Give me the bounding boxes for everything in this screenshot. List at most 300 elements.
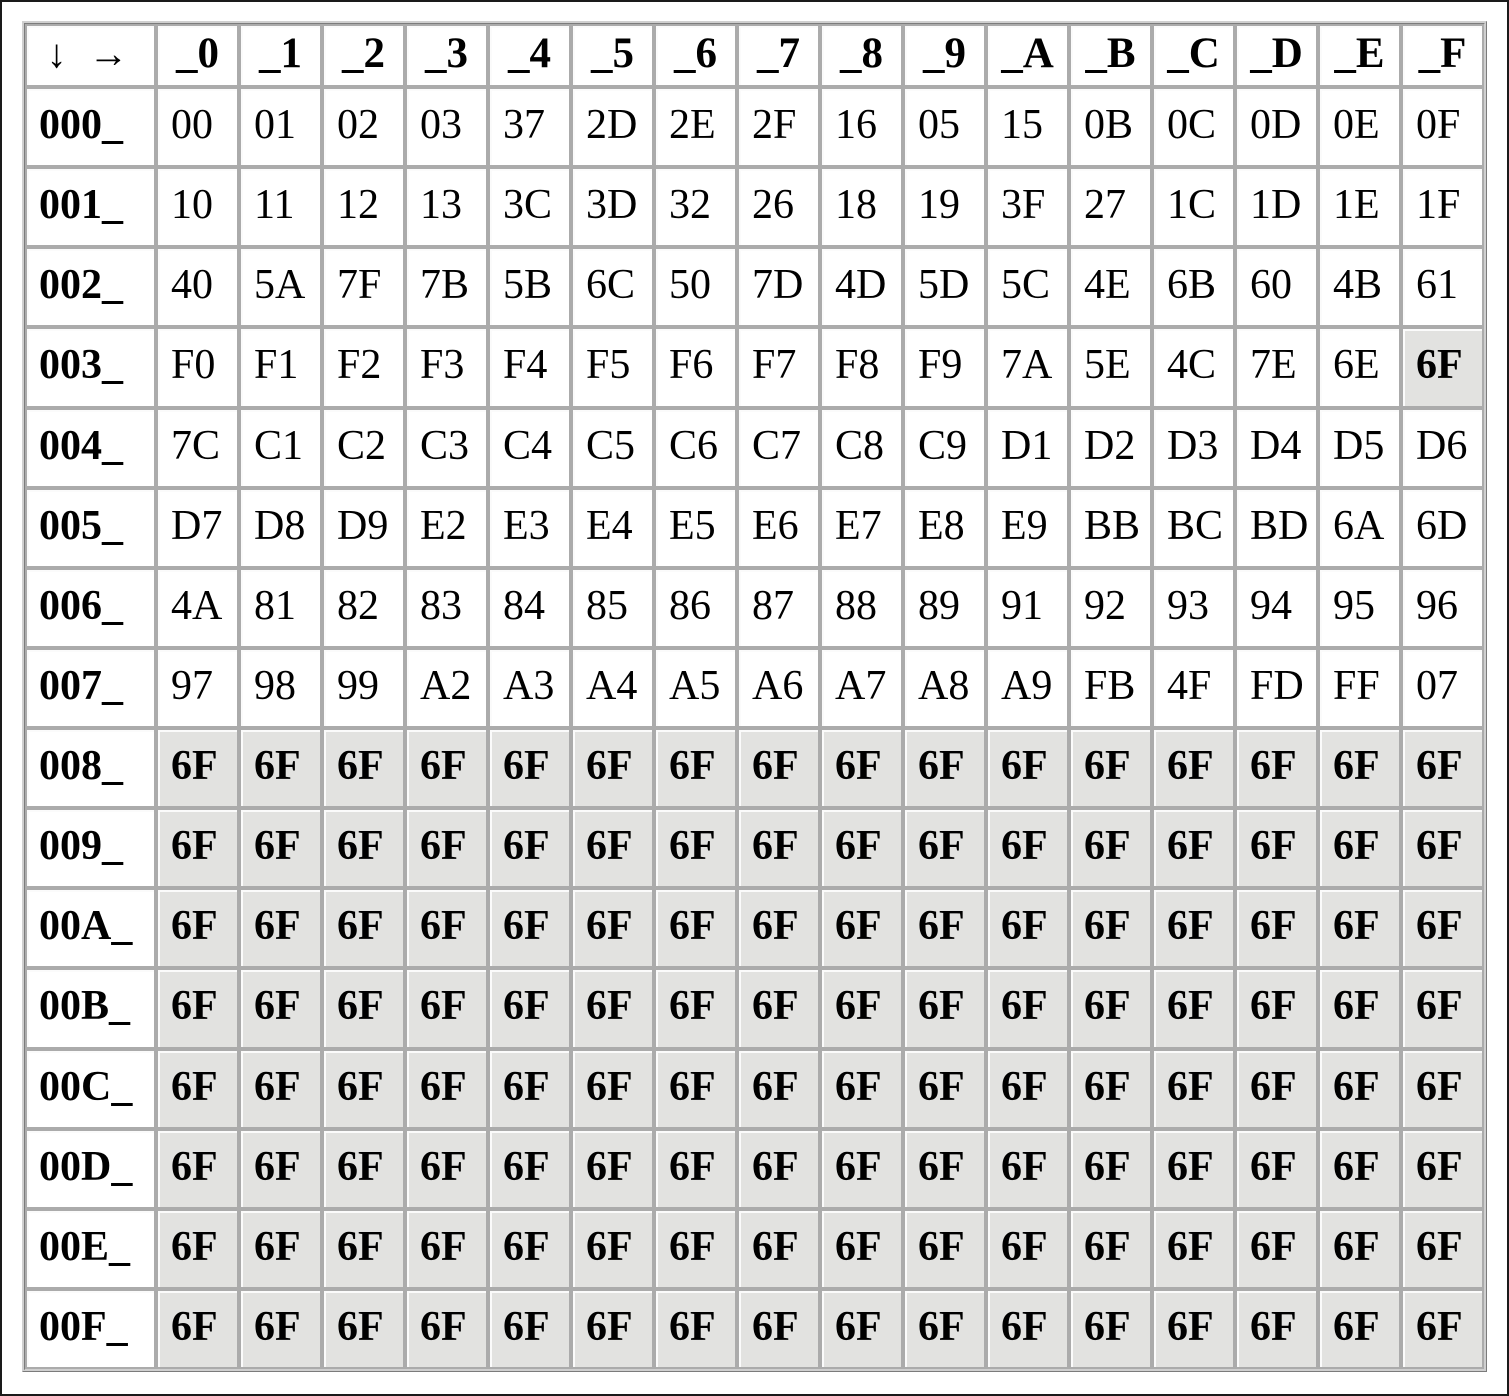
cell: 50 [654, 247, 737, 327]
cell: 13 [405, 167, 488, 247]
cell: 6F [322, 1129, 405, 1209]
cell: 7D [737, 247, 820, 327]
cell: 6F [1152, 1049, 1235, 1129]
cell: 7F [322, 247, 405, 327]
cell: 05 [903, 87, 986, 167]
cell: 6F [986, 1289, 1069, 1369]
cell: 6F [239, 1209, 322, 1289]
column-header-8: _8 [820, 24, 903, 87]
cell: 6C [571, 247, 654, 327]
cell: 11 [239, 167, 322, 247]
cell: 6F [1401, 1049, 1484, 1129]
column-header-b: _B [1069, 24, 1152, 87]
row-label: 002_ [25, 247, 156, 327]
cell: 32 [654, 167, 737, 247]
cell: C9 [903, 408, 986, 488]
cell: C6 [654, 408, 737, 488]
column-header-7: _7 [737, 24, 820, 87]
cell: 6F [986, 1049, 1069, 1129]
row-label: 008_ [25, 728, 156, 808]
cell: 26 [737, 167, 820, 247]
cell: 6F [488, 808, 571, 888]
cell: E7 [820, 488, 903, 568]
cell: 6F [654, 728, 737, 808]
column-header-1: _1 [239, 24, 322, 87]
cell: 6F [1401, 728, 1484, 808]
column-header-4: _4 [488, 24, 571, 87]
row-label: 00E_ [25, 1209, 156, 1289]
cell: C5 [571, 408, 654, 488]
cell: 6F [1069, 1209, 1152, 1289]
table-row [25, 1049, 1484, 1129]
cell: 97 [156, 648, 239, 728]
cell: E6 [737, 488, 820, 568]
column-header-f: _F [1401, 24, 1484, 87]
cell: 2D [571, 87, 654, 167]
cell: E8 [903, 488, 986, 568]
cell: 81 [239, 568, 322, 648]
cell: 6F [239, 888, 322, 968]
row-label: 009_ [25, 808, 156, 888]
cell: 37 [488, 87, 571, 167]
cell: 7E [1235, 327, 1318, 407]
cell: 6F [1152, 1289, 1235, 1369]
cell: 0B [1069, 87, 1152, 167]
cell: 88 [820, 568, 903, 648]
cell: 6F [488, 968, 571, 1048]
cell: 2E [654, 87, 737, 167]
cell: 6F [156, 1289, 239, 1369]
header-row [25, 24, 1484, 87]
cell: 0E [1318, 87, 1401, 167]
cell: 6F [903, 1129, 986, 1209]
cell: 6F [654, 968, 737, 1048]
row-label: 003_ [25, 327, 156, 407]
cell: 6F [1235, 968, 1318, 1048]
cell: 6F [1152, 728, 1235, 808]
cell: 0F [1401, 87, 1484, 167]
cell: 6F [571, 808, 654, 888]
cell: 6F [737, 888, 820, 968]
cell: 6F [571, 1129, 654, 1209]
cell: 99 [322, 648, 405, 728]
cell: 89 [903, 568, 986, 648]
cell: 6F [737, 808, 820, 888]
cell: 6F [1235, 808, 1318, 888]
cell: 4C [1152, 327, 1235, 407]
cell: 6F [405, 968, 488, 1048]
cell: 6F [239, 808, 322, 888]
cell: 00 [156, 87, 239, 167]
cell: 6A [1318, 488, 1401, 568]
cell: 84 [488, 568, 571, 648]
column-header-6: _6 [654, 24, 737, 87]
table-row [25, 247, 1484, 327]
cell: 6F [1401, 1209, 1484, 1289]
cell: 6F [322, 888, 405, 968]
cell: 07 [1401, 648, 1484, 728]
cell: 6F [1069, 968, 1152, 1048]
cell: 6F [1235, 1049, 1318, 1129]
cell: 6F [820, 1289, 903, 1369]
row-label: 000_ [25, 87, 156, 167]
cell: D8 [239, 488, 322, 568]
cell: 6F [1318, 888, 1401, 968]
cell: 6F [1069, 1129, 1152, 1209]
cell: 6F [1069, 808, 1152, 888]
cell: 1F [1401, 167, 1484, 247]
cell: F9 [903, 327, 986, 407]
cell: F4 [488, 327, 571, 407]
cell: 6F [571, 1209, 654, 1289]
cell: 6F [322, 1289, 405, 1369]
cell: 6F [322, 808, 405, 888]
cell: 4B [1318, 247, 1401, 327]
cell: 6F [820, 968, 903, 1048]
cell: E4 [571, 488, 654, 568]
cell: 6F [1318, 968, 1401, 1048]
column-header-2: _2 [322, 24, 405, 87]
cell: 1C [1152, 167, 1235, 247]
cell: A3 [488, 648, 571, 728]
cell: 86 [654, 568, 737, 648]
table-row [25, 408, 1484, 488]
cell: FB [1069, 648, 1152, 728]
cell: 6F [1152, 968, 1235, 1048]
cell: D6 [1401, 408, 1484, 488]
table-row [25, 327, 1484, 407]
table-row [25, 1209, 1484, 1289]
cell: 5B [488, 247, 571, 327]
cell: 6F [156, 728, 239, 808]
cell: 6F [820, 888, 903, 968]
cell: A6 [737, 648, 820, 728]
cell: 6F [488, 1209, 571, 1289]
row-label: 005_ [25, 488, 156, 568]
cell: 85 [571, 568, 654, 648]
cell: 91 [986, 568, 1069, 648]
cell: 3F [986, 167, 1069, 247]
cell: 93 [1152, 568, 1235, 648]
cell: D1 [986, 408, 1069, 488]
cell: 18 [820, 167, 903, 247]
cell: D9 [322, 488, 405, 568]
cell: 6F [737, 1129, 820, 1209]
cell: 87 [737, 568, 820, 648]
cell: FF [1318, 648, 1401, 728]
cell: 10 [156, 167, 239, 247]
cell: A8 [903, 648, 986, 728]
cell: 02 [322, 87, 405, 167]
cell: A2 [405, 648, 488, 728]
cell: 6F [1235, 888, 1318, 968]
cell: 95 [1318, 568, 1401, 648]
cell: BC [1152, 488, 1235, 568]
cell: E3 [488, 488, 571, 568]
cell: 6F [1235, 728, 1318, 808]
cell: 6F [903, 1049, 986, 1129]
cell: 7B [405, 247, 488, 327]
cell: 96 [1401, 568, 1484, 648]
cell: 6F [1318, 1129, 1401, 1209]
cell: 6F [322, 1049, 405, 1129]
cell: 4D [820, 247, 903, 327]
cell: 6F [322, 968, 405, 1048]
row-label: 00C_ [25, 1049, 156, 1129]
row-label: 007_ [25, 648, 156, 728]
cell: 12 [322, 167, 405, 247]
cell: 6F [986, 1129, 1069, 1209]
cell: 19 [903, 167, 986, 247]
cell: C8 [820, 408, 903, 488]
cell: 6F [1069, 888, 1152, 968]
cell: 6F [239, 968, 322, 1048]
cell: A5 [654, 648, 737, 728]
cell: 6F [405, 888, 488, 968]
cell: 6F [488, 888, 571, 968]
cell: 6F [1152, 888, 1235, 968]
cell: 01 [239, 87, 322, 167]
cell: 6F [820, 808, 903, 888]
cell: 94 [1235, 568, 1318, 648]
cell: 6F [737, 728, 820, 808]
cell: 0D [1235, 87, 1318, 167]
cell: 6F [1069, 728, 1152, 808]
cell: 6F [405, 1129, 488, 1209]
cell: 6F [1318, 808, 1401, 888]
cell: 4A [156, 568, 239, 648]
cell: 6F [1069, 1289, 1152, 1369]
cell: 6F [903, 968, 986, 1048]
cell: 6F [1318, 728, 1401, 808]
table-row [25, 648, 1484, 728]
cell: 6F [1152, 808, 1235, 888]
cell: 6F [1235, 1289, 1318, 1369]
cell: 16 [820, 87, 903, 167]
table-header [25, 24, 1484, 87]
cell: 6F [986, 808, 1069, 888]
cell: D5 [1318, 408, 1401, 488]
cell: C7 [737, 408, 820, 488]
cell: 82 [322, 568, 405, 648]
cell: E9 [986, 488, 1069, 568]
cell: F6 [654, 327, 737, 407]
cell: 6F [820, 1209, 903, 1289]
cell: FD [1235, 648, 1318, 728]
cell: 6F [1318, 1049, 1401, 1129]
cell: E5 [654, 488, 737, 568]
cell: 6F [654, 808, 737, 888]
hex-conversion-table [22, 21, 1487, 1372]
cell: F5 [571, 327, 654, 407]
table-row [25, 167, 1484, 247]
cell: 6F [1152, 1209, 1235, 1289]
cell: 6F [1318, 1289, 1401, 1369]
cell: 6F [239, 1289, 322, 1369]
cell: 6F [986, 888, 1069, 968]
table-row [25, 87, 1484, 167]
column-header-3: _3 [405, 24, 488, 87]
cell: 6F [156, 888, 239, 968]
cell: 6D [1401, 488, 1484, 568]
cell: 5D [903, 247, 986, 327]
cell: 6F [488, 1129, 571, 1209]
cell: 6F [737, 1049, 820, 1129]
cell: 92 [1069, 568, 1152, 648]
table-row [25, 488, 1484, 568]
corner-arrows-label: ↓ → [25, 24, 156, 87]
row-label: 00B_ [25, 968, 156, 1048]
cell: F3 [405, 327, 488, 407]
table-row [25, 1289, 1484, 1369]
cell: 61 [1401, 247, 1484, 327]
cell: 6F [488, 1049, 571, 1129]
cell: E2 [405, 488, 488, 568]
cell: 6F [1401, 808, 1484, 888]
cell: D7 [156, 488, 239, 568]
cell: D2 [1069, 408, 1152, 488]
cell: 6F [571, 968, 654, 1048]
cell: 5E [1069, 327, 1152, 407]
cell: 6F [322, 728, 405, 808]
cell: F2 [322, 327, 405, 407]
cell: 6F [654, 1129, 737, 1209]
cell: 0C [1152, 87, 1235, 167]
cell: 6F [654, 1289, 737, 1369]
column-header-9: _9 [903, 24, 986, 87]
cell: 6F [488, 728, 571, 808]
cell: C3 [405, 408, 488, 488]
column-header-5: _5 [571, 24, 654, 87]
cell: F0 [156, 327, 239, 407]
cell: F1 [239, 327, 322, 407]
cell: BD [1235, 488, 1318, 568]
cell: 6F [405, 808, 488, 888]
cell: 6F [571, 1289, 654, 1369]
column-header-0: _0 [156, 24, 239, 87]
cell: 6F [903, 808, 986, 888]
cell: 6F [1401, 1289, 1484, 1369]
cell: 6F [1318, 1209, 1401, 1289]
row-label: 006_ [25, 568, 156, 648]
cell: 6F [737, 1209, 820, 1289]
column-header-c: _C [1152, 24, 1235, 87]
cell: 6F [156, 1129, 239, 1209]
table-row [25, 888, 1484, 968]
cell: 6F [1401, 968, 1484, 1048]
column-header-e: _E [1318, 24, 1401, 87]
cell: 5A [239, 247, 322, 327]
cell: D3 [1152, 408, 1235, 488]
cell: D4 [1235, 408, 1318, 488]
cell: 6F [820, 1129, 903, 1209]
cell: 60 [1235, 247, 1318, 327]
row-label: 00D_ [25, 1129, 156, 1209]
cell: 6F [654, 1049, 737, 1129]
cell: 6F [903, 1289, 986, 1369]
cell: 6F [654, 1209, 737, 1289]
cell: C4 [488, 408, 571, 488]
cell: 2F [737, 87, 820, 167]
cell: A9 [986, 648, 1069, 728]
cell: C1 [239, 408, 322, 488]
cell: 3D [571, 167, 654, 247]
table-row [25, 808, 1484, 888]
cell: 6F [654, 888, 737, 968]
cell: 6F [737, 1289, 820, 1369]
cell: 6F [986, 728, 1069, 808]
cell: A4 [571, 648, 654, 728]
table-row [25, 1129, 1484, 1209]
cell: 03 [405, 87, 488, 167]
cell: 6F [571, 888, 654, 968]
cell: 7A [986, 327, 1069, 407]
table-body [25, 87, 1484, 1369]
cell: 6F [239, 1129, 322, 1209]
cell: 4E [1069, 247, 1152, 327]
cell: 6F [1152, 1129, 1235, 1209]
cell: 6F [571, 1049, 654, 1129]
cell: 6F [1401, 1129, 1484, 1209]
row-label: 00F_ [25, 1289, 156, 1369]
cell: 6F [737, 968, 820, 1048]
cell: 7C [156, 408, 239, 488]
cell: 6F [1235, 1209, 1318, 1289]
cell: 6F [1401, 888, 1484, 968]
cell: BB [1069, 488, 1152, 568]
cell: 6F [820, 1049, 903, 1129]
cell: 15 [986, 87, 1069, 167]
cell: 6F [156, 968, 239, 1048]
cell: F8 [820, 327, 903, 407]
cell: 6F [156, 1049, 239, 1129]
cell: 3C [488, 167, 571, 247]
table-row [25, 728, 1484, 808]
cell: 5C [986, 247, 1069, 327]
cell: 6F [903, 888, 986, 968]
cell: 6F [405, 1049, 488, 1129]
cell: C2 [322, 408, 405, 488]
cell: 1E [1318, 167, 1401, 247]
cell: 6F [405, 728, 488, 808]
cell: 6F [903, 1209, 986, 1289]
row-label: 004_ [25, 408, 156, 488]
cell: 1D [1235, 167, 1318, 247]
row-label: 00A_ [25, 888, 156, 968]
cell: 6F [405, 1289, 488, 1369]
cell: 27 [1069, 167, 1152, 247]
cell: 6F [571, 728, 654, 808]
cell: 6F [156, 808, 239, 888]
cell: 6F [239, 728, 322, 808]
cell: 6F [986, 1209, 1069, 1289]
cell: 6E [1318, 327, 1401, 407]
cell: 6F [903, 728, 986, 808]
cell: 6F [488, 1289, 571, 1369]
cell: 98 [239, 648, 322, 728]
cell: 40 [156, 247, 239, 327]
cell: A7 [820, 648, 903, 728]
cell: 6F [322, 1209, 405, 1289]
cell: 6B [1152, 247, 1235, 327]
column-header-d: _D [1235, 24, 1318, 87]
cell: 6F [1069, 1049, 1152, 1129]
cell: 6F [1401, 327, 1484, 407]
cell: 83 [405, 568, 488, 648]
cell: 6F [820, 728, 903, 808]
table-row [25, 568, 1484, 648]
cell: 6F [986, 968, 1069, 1048]
